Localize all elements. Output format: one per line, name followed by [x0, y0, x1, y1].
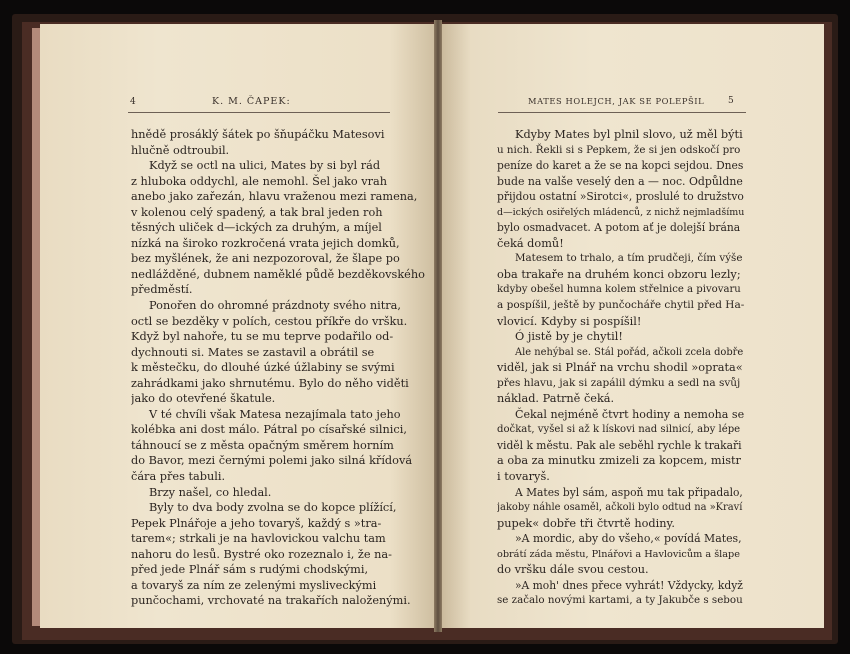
text-line: bylo osmadvacet. A potom ať je dolejší brána: [497, 221, 741, 235]
right-page-text: [497, 127, 744, 609]
text-line: a pospíšil, ještě by punčocháře chytil před Ha-: [497, 299, 744, 312]
text-line: a oba za minutku zmizeli za kopcem, mistr: [497, 454, 741, 468]
right-page-number: 5: [728, 96, 734, 106]
text-line: Ale nehýbal se. Stál pořád, ačkoli zcela dobře: [515, 346, 744, 358]
text-line: Ponořen do ohromné prázdnoty svého nitra,: [149, 299, 401, 313]
text-line: do Bavor, mezi černými polemi jako silná křídová: [131, 454, 413, 468]
text-line: nedlážděné, dubnem naměklé půdě bezděkovského: [131, 267, 425, 281]
text-line: »A moh' dnes přece vyhrát! Vždycky, když: [515, 578, 743, 592]
text-line: punčochami, vrchovaté na trakařích naloženými.: [131, 594, 411, 608]
left-page-text: [131, 127, 427, 609]
text-line: kolébka ani dost málo. Pátral po císařské silnici,: [131, 423, 407, 437]
right-page: [440, 24, 824, 628]
text-line: těsných uliček d—ických za druhým, a míjel: [131, 221, 382, 235]
text-line: předměstí.: [131, 283, 193, 297]
text-line: před jede Plnář sám s rudými chodskými,: [131, 563, 369, 577]
text-line: hnědě prosáklý šátek po šňupáčku Matesovi: [131, 128, 385, 141]
right-running-header: MATES HOLEJCH, JAK SE POLEPŠIL: [528, 96, 705, 106]
text-line: zahrádkami jako shrnutému. Bylo do něho viděti: [131, 376, 409, 390]
text-line: tarem«; strkali je na havlovickou valchu tam: [131, 532, 386, 546]
text-line: k městečku, do dlouhé úzké úžlabiny se svými: [131, 361, 395, 375]
text-line: Brzy našel, co hledal.: [149, 485, 272, 499]
text-line: bude na valše veselý den a — noc. Odpůldne: [497, 174, 743, 188]
text-line: »A mordic, aby do všeho,« povídá Mates,: [515, 532, 742, 546]
text-line: peníze do karet a že se na kopci sejdou. Dnes: [497, 159, 744, 173]
text-line: vlovicí. Kdyby si pospíšil!: [497, 314, 642, 328]
text-line: Kdyby Mates byl plnil slovo, už měl býti: [515, 128, 743, 141]
right-header-rule: [498, 112, 746, 113]
text-line: u nich. Řekli si s Pepkem, že si jen odskočí pro: [497, 143, 741, 156]
text-line: z hluboka oddychl, ale nemohl. Šel jako vrah: [131, 174, 388, 188]
book-gutter: [434, 20, 442, 632]
text-line: čeká domů!: [497, 236, 564, 250]
text-line: oba trakaře na druhém konci obzoru lezly;: [497, 267, 741, 281]
text-line: nízká na široko rozkročená vrata jejich domků,: [131, 236, 400, 250]
text-line: jakoby náhle osaměl, ačkoli bylo odtud na »Kraví: [497, 502, 743, 514]
text-line: táhnoucí se z města opačným směrem horním: [131, 438, 394, 452]
text-line: přes hlavu, jak si zapálil dýmku a sedl na svůj: [497, 376, 741, 389]
text-line: pupek« dobře tři čtvrtě hodiny.: [497, 516, 675, 530]
text-line: a tovaryš za ním ze zelenými mysliveckými: [131, 578, 377, 592]
text-line: Když byl nahoře, tu se mu teprve podařilo od-: [131, 330, 394, 344]
text-line: obrátí záda městu, Plnářovi a Havlovicům a šlape: [497, 548, 740, 560]
text-line: čára přes tabuli.: [131, 470, 226, 484]
left-header-rule: [128, 112, 390, 113]
text-line: anebo jako zařezán, hlavu vraženou mezi ramena,: [131, 190, 418, 204]
text-line: náklad. Patrně čeká.: [497, 392, 615, 406]
left-running-header: K. M. ČAPEK:: [212, 96, 291, 107]
text-line: nahoru do lesů. Bystré oko rozeznalo i, že na-: [131, 547, 392, 561]
text-line: kdyby obešel humna kolem střelnice a pivovaru: [497, 284, 741, 296]
text-line: bez myšlének, že ani nezpozoroval, že šlape po: [131, 252, 400, 266]
text-line: d—ických osiřelých mládenců, z nichž nejmladšímu: [497, 206, 744, 218]
text-line: Čekal nejméně čtvrt hodiny a nemoha se: [515, 407, 744, 421]
text-line: Pepek Plnářoje a jeho tovaryš, každý s »tra-: [131, 516, 382, 530]
text-line: dychnouti si. Mates se zastavil a obrátil se: [131, 345, 375, 359]
text-line: Byly to dva body zvolna se do kopce plížící,: [149, 501, 397, 515]
text-line: přijdou ostatní »Sirotci«, proslulé to družstvo: [497, 190, 744, 204]
text-line: v kolenou celý spadený, a tak bral jeden roh: [131, 205, 383, 219]
text-line: viděl, jak si Plnář na vrchu shodil »oprata«: [497, 361, 743, 375]
text-line: Matesem to trhalo, a tím prudčeji, čím výše: [515, 252, 743, 265]
text-line: i tovaryš.: [497, 470, 550, 484]
text-line: dočkat, vyšel si až k lískovi nad silnicí, aby lépe: [497, 424, 741, 436]
left-page: [40, 24, 437, 628]
text-line: A Mates byl sám, aspoň mu tak připadalo,: [515, 485, 743, 499]
text-line: V té chvíli však Matesa nezajímala tato jeho: [149, 407, 401, 421]
text-line: hlučně odtroubil.: [131, 143, 230, 157]
left-page-number: 4: [130, 97, 136, 107]
text-line: viděl k městu. Pak ale seběhl rychle k trakaři: [497, 438, 742, 452]
text-line: jako do otevřené škatule.: [131, 392, 276, 406]
text-line: se začalo novými kartami, a ty Jakubče s sebou: [497, 594, 743, 607]
text-line: Ó jistě by je chytil!: [515, 330, 623, 344]
text-line: Když se octl na ulici, Mates by si byl rád: [149, 159, 381, 173]
text-line: do vršku dále svou cestou.: [497, 563, 649, 577]
text-line: octl se bezděky v polích, cestou příkře do vršku.: [131, 314, 408, 328]
